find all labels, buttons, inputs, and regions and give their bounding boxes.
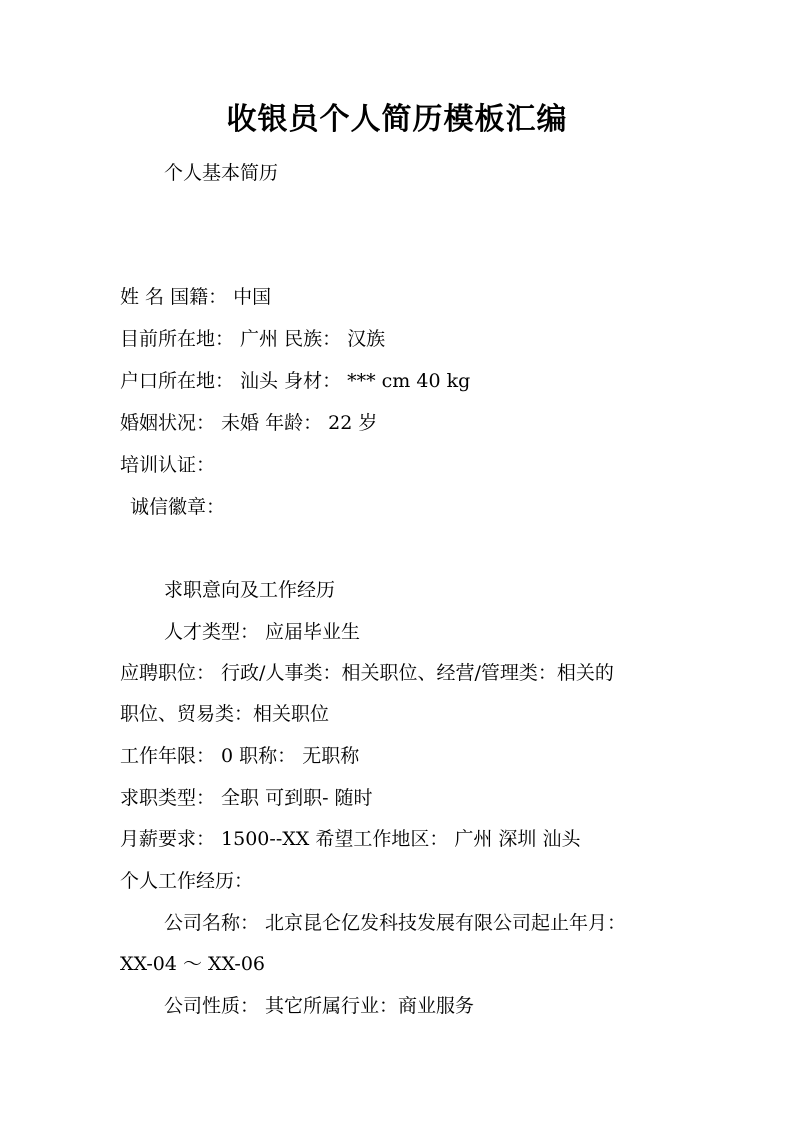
text-line-position: 应聘职位： 行政/人事类：相关职位、经营/管理类：相关的 <box>120 662 614 684</box>
section-heading-basic: 个人基本简历 <box>164 162 279 184</box>
section-heading-intent: 求职意向及工作经历 <box>164 579 336 601</box>
text-line-period: XX-04 ～ XX-06 <box>120 953 266 975</box>
text-line-location-ethnicity: 目前所在地： 广州 民族： 汉族 <box>120 328 386 350</box>
text-line-company-name: 公司名称： 北京昆仑亿发科技发展有限公司起止年月： <box>164 912 627 934</box>
document-title: 收银员个人简历模板汇编 <box>226 102 568 137</box>
text-line-talent-type: 人才类型： 应届毕业生 <box>164 621 361 643</box>
text-line-integrity-badge: 诚信徽章： <box>130 496 226 518</box>
text-line-certification: 培训认证： <box>120 454 216 476</box>
text-line-hukou-figure: 户口所在地： 汕头 身材： *** cm 40 kg <box>120 370 471 392</box>
text-line-work-years: 工作年限： 0 职称： 无职称 <box>120 745 360 767</box>
text-line-work-history: 个人工作经历： <box>120 870 254 892</box>
text-line-job-type: 求职类型： 全职 可到职- 随时 <box>120 787 373 809</box>
text-line-marital-age: 婚姻状况： 未婚 年龄： 22 岁 <box>120 412 378 434</box>
text-line-salary-area: 月薪要求： 1500--XX 希望工作地区： 广州 深圳 汕头 <box>120 828 581 850</box>
text-line-name-nationality: 姓 名 国籍： 中国 <box>120 286 272 308</box>
text-line-position-cont: 职位、贸易类：相关职位 <box>120 703 330 725</box>
text-line-company-nature: 公司性质： 其它所属行业：商业服务 <box>164 995 475 1017</box>
